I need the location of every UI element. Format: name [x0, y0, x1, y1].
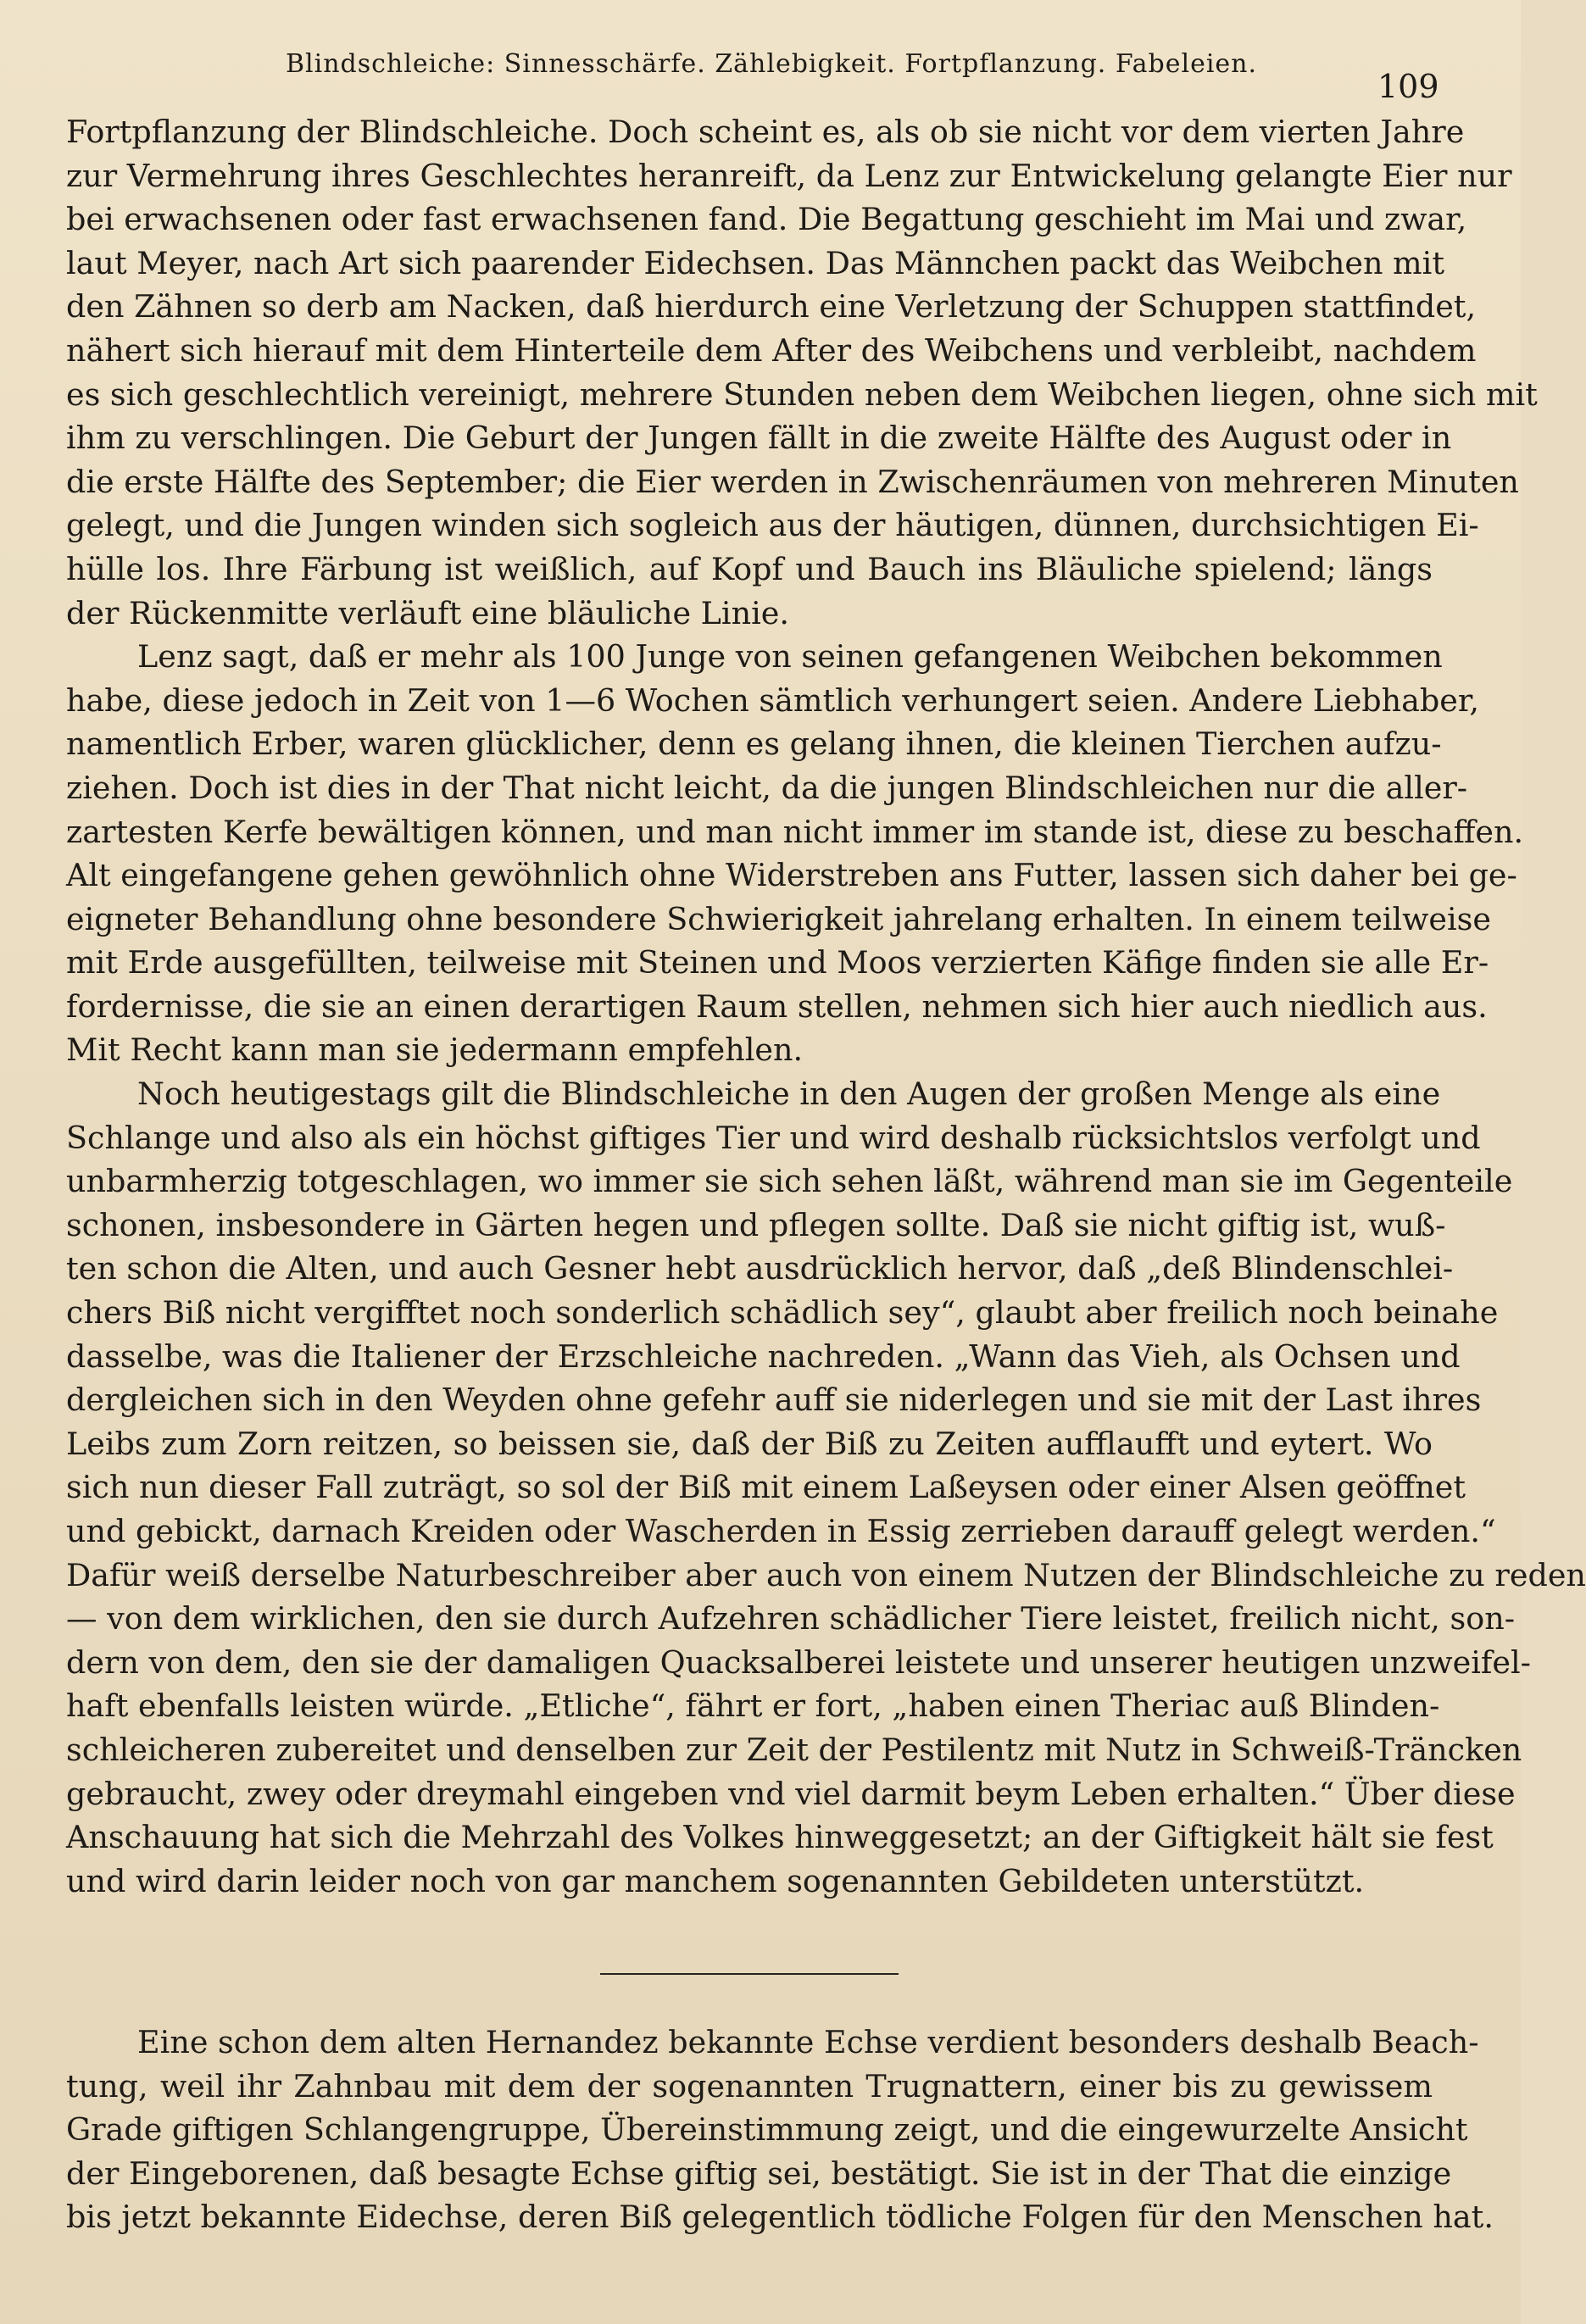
text-line: Noch heutigestags gilt die Blindschleiche in den Augen der großen Menge als eine — [137, 1076, 1441, 1113]
text-line: dergleichen sich in den Weyden ohne gefehr auff sie niderlegen und sie mit der Last ihres — [66, 1382, 1482, 1419]
text-line: der Rückenmitte verläuft eine bläuliche Linie. — [66, 594, 789, 631]
text-line: ziehen. Doch ist dies in der That nicht leicht, da die jungen Blindschleichen nur die aller- — [66, 769, 1468, 806]
text-line: Eine schon dem alten Hernandez bekannte Echse verdient besonders deshalb Beach- — [137, 2024, 1479, 2060]
text-line: ihm zu verschlingen. Die Geburt der Jungen fällt in die zweite Hälfte des August oder in — [66, 420, 1452, 457]
section-text-block — [66, 2021, 1494, 2239]
text-line: Fortpflanzung der Blindschleiche. Doch scheint es, als ob sie nicht vor dem vierten Jahre — [66, 114, 1465, 150]
text-line: gebraucht, zwey oder dreymahl eingeben vnd viel darmit beym Leben erhalten.“ Über diese — [66, 1775, 1516, 1812]
section-divider — [600, 1973, 899, 1975]
text-line: mit Erde ausgefüllten, teilweise mit Steinen und Moos verzierten Käfige finden sie alle Er- — [66, 944, 1489, 981]
text-line: habe, diese jedoch in Zeit von 1—6 Wochen sämtlich verhungert seien. Andere Liebhaber, — [66, 681, 1479, 719]
text-line: den Zähnen so derb am Nacken, daß hierdurch eine Verletzung der Schuppen stattfindet, — [66, 288, 1477, 325]
text-line: schleicheren zubereitet und denselben zur Zeit der Pestilentz mit Nutz in Schweiß-Träncken — [66, 1731, 1522, 1768]
text-line: Lenz sagt, daß er mehr als 100 Junge von seinen gefangenen Weibchen bekommen — [137, 638, 1443, 676]
text-line: Grade giftigen Schlangengruppe, Übereinstimmung zeigt, und die eingewurzelte Ansicht — [66, 2111, 1468, 2149]
text-line: Anschauung hat sich die Mehrzahl des Volkes hinweggesetzt; an der Giftigkeit hält sie fest — [66, 1819, 1494, 1856]
text-line: Schlange und also als ein höchst giftiges Tier und wird deshalb rücksichtslos verfolgt und — [66, 1119, 1481, 1156]
text-line: Dafür weiß derselbe Naturbeschreiber aber auch von einem Nutzen der Blindschleiche zu reden — [66, 1556, 1586, 1593]
text-line: fordernisse, die sie an einen derartigen Raum stellen, nehmen sich hier auch niedlich aus. — [66, 987, 1488, 1025]
text-line: Alt eingefangene gehen gewöhnlich ohne Widerstreben ans Futter, lassen sich daher bei ge- — [66, 857, 1517, 894]
text-line: hülle los. Ihre Färbung ist weißlich, auf Kopf und Bauch ins Bläuliche spielend; längs — [66, 550, 1433, 587]
text-line: chers Biß nicht vergifftet noch sonderlich schädlich sey“, glaubt aber freilich noch beinahe — [66, 1294, 1499, 1332]
text-line: dern von dem, den sie der damaligen Quacksalberei leistete und unserer heutigen unzweifel- — [66, 1643, 1531, 1681]
text-line: — von dem wirklichen, den sie durch Aufzehren schädlicher Tiere leistet, freilich nicht, son- — [66, 1600, 1516, 1637]
text-line: eigneter Behandlung ohne besondere Schwierigkeit jahrelang erhalten. In einem teilweise — [66, 900, 1491, 937]
text-line: die erste Hälfte des September; die Eier werden in Zwischenräumen von mehreren Minuten — [66, 463, 1519, 500]
text-line: und wird darin leider noch von gar manchem sogenannten Gebildeten unterstützt. — [66, 1862, 1365, 1899]
text-line: namentlich Erber, waren glücklicher, denn es gelang ihnen, die kleinen Tierchen aufzu- — [66, 726, 1442, 763]
text-line: zur Vermehrung ihres Geschlechtes heranreift, da Lenz zur Entwickelung gelangte Eier nur — [66, 157, 1512, 194]
text-line: Mit Recht kann man sie jedermann empfehlen. — [66, 1031, 804, 1069]
text-line: bis jetzt bekannte Eidechse, deren Biß gelegentlich tödliche Folgen für den Menschen hat. — [66, 2199, 1494, 2236]
text-line: Leibs zum Zorn reitzen, so beissen sie, daß der Biß zu Zeiten aufflaufft und eytert. Wo — [66, 1425, 1433, 1462]
text-line: haft ebenfalls leisten würde. „Etliche“, fährt er fort, „haben einen Theriac auß Blinden- — [66, 1687, 1440, 1725]
text-line: schonen, insbesondere in Gärten hegen und pflegen sollte. Daß sie nicht giftig ist, wuß- — [66, 1206, 1446, 1243]
text-line: bei erwachsenen oder fast erwachsenen fand. Die Begattung geschieht im Mai und zwar, — [66, 201, 1467, 238]
text-line: es sich geschlechtlich vereinigt, mehrere Stunden neben dem Weibchen liegen, ohne sich mit — [66, 375, 1538, 413]
text-line: dasselbe, was die Italiener der Erzschleiche nachreden. „Wann das Vieh, als Ochsen und — [66, 1337, 1461, 1375]
text-line: laut Meyer, nach Art sich paarender Eidechsen. Das Männchen packt das Weibchen mit — [66, 244, 1445, 281]
running-head: Blindschleiche: Sinnesschärfe. Zählebigkeit. Fortpflanzung. Fabeleien. — [285, 49, 1258, 79]
main-text-block — [66, 110, 1586, 1903]
page-number: 109 — [1377, 68, 1439, 105]
text-line: zartesten Kerfe bewältigen können, und man nicht immer im stande ist, diese zu beschaffen. — [66, 813, 1524, 850]
text-line: ten schon die Alten, und auch Gesner hebt ausdrücklich hervor, daß „deß Blindenschlei- — [66, 1250, 1454, 1287]
text-line: unbarmherzig totgeschlagen, wo immer sie sich sehen läßt, während man sie im Gegenteile — [66, 1163, 1513, 1200]
text-line: und gebickt, darnach Kreiden oder Wascherden in Essig zerrieben darauff gelegt werden.“ — [66, 1513, 1496, 1549]
text-line: der Eingeborenen, daß besagte Echse giftig sei, bestätigt. Sie ist in der That die einzige — [66, 2154, 1452, 2192]
text-line: gelegt, und die Jungen winden sich sogleich aus der häutigen, dünnen, durchsichtigen Ei- — [66, 507, 1479, 544]
text-line: tung, weil ihr Zahnbau mit dem der sogenannten Trugnattern, einer bis zu gewissem — [66, 2067, 1433, 2104]
text-line: nähert sich hierauf mit dem Hinterteile dem After des Weibchens und verbleibt, nachdem — [66, 331, 1477, 369]
text-line: sich nun dieser Fall zuträgt, so sol der Biß mit einem Laßeysen oder einer Alsen geöffnet — [66, 1469, 1466, 1506]
